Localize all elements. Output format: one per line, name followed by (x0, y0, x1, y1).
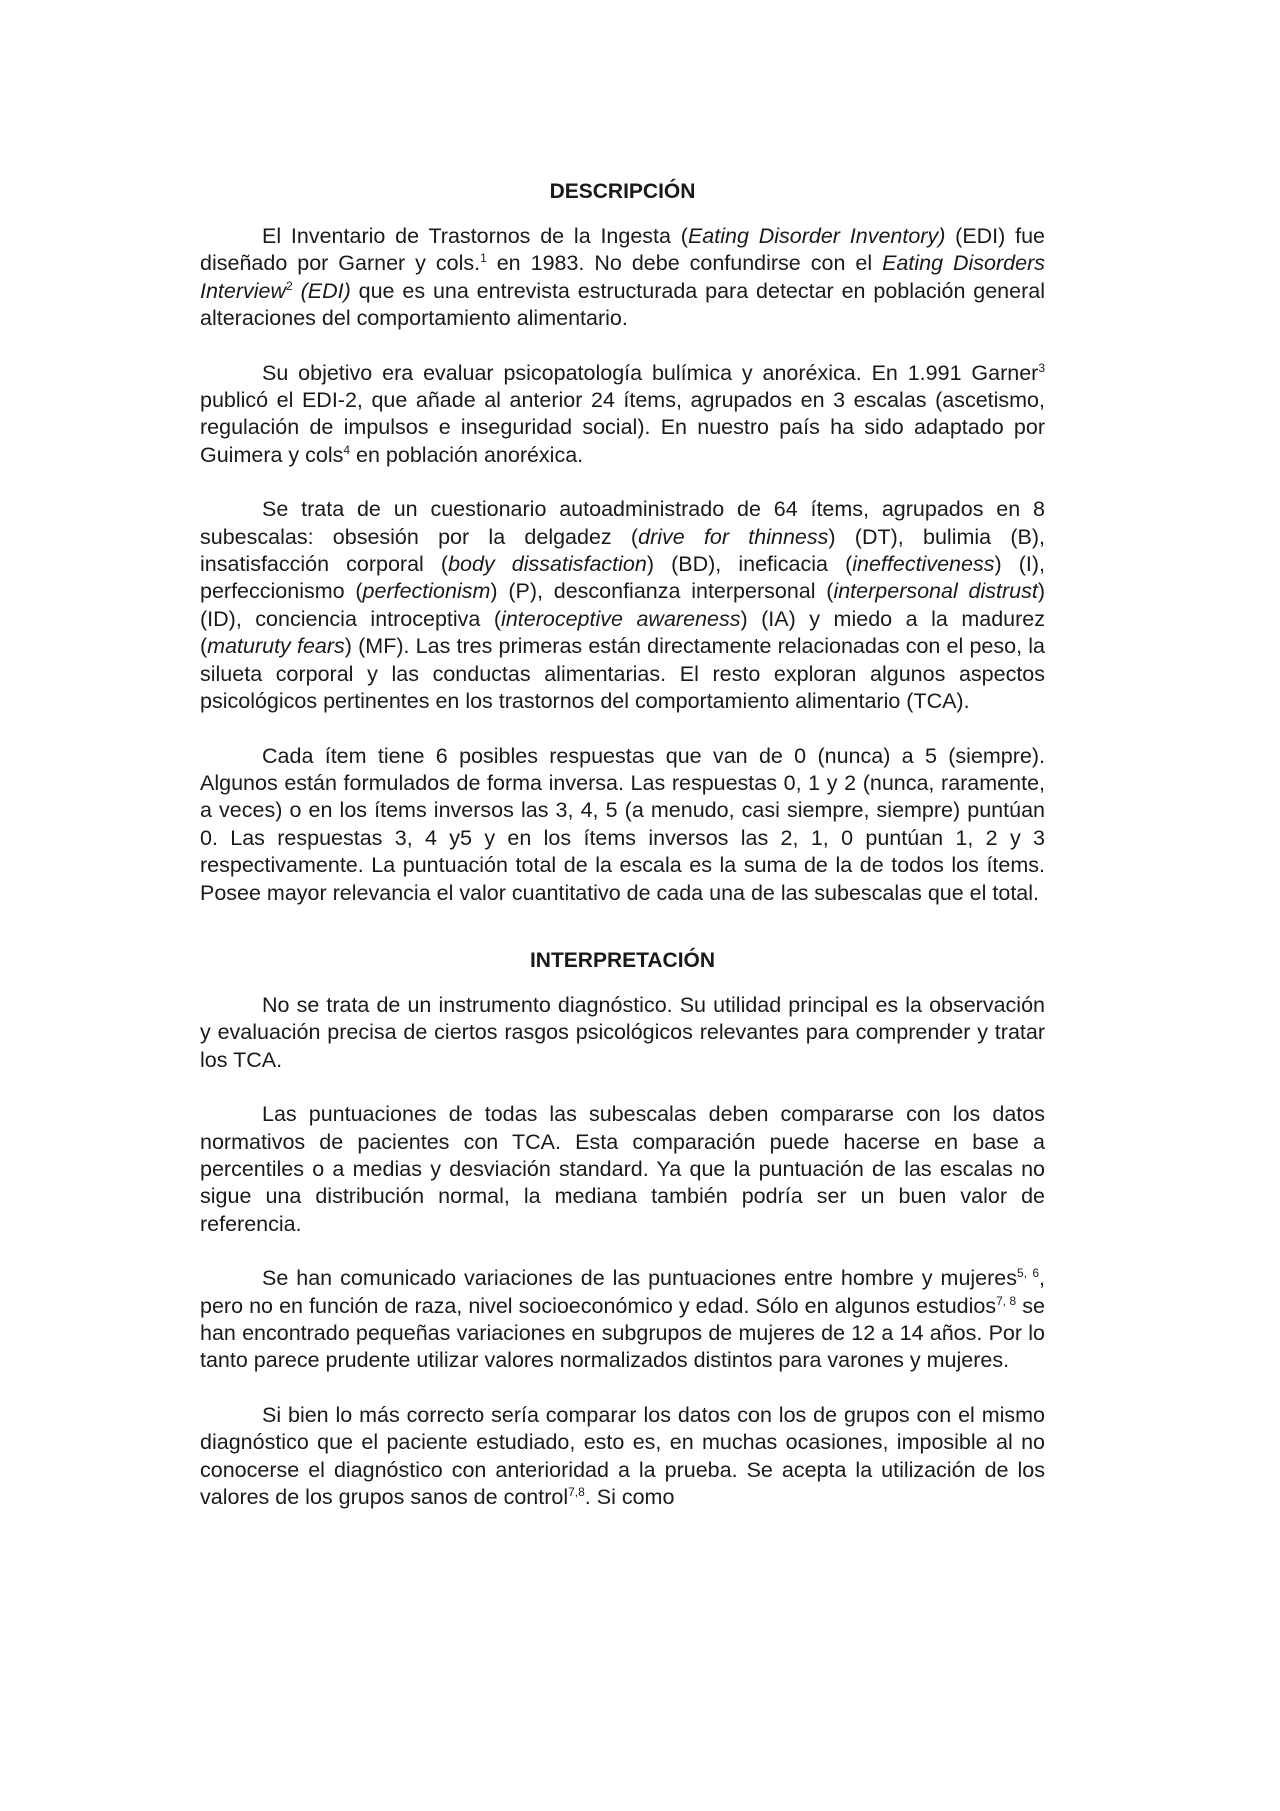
text-run: El Inventario de Trastornos de la Ingesta ( (262, 224, 688, 248)
italic-run: body dissatisfaction (448, 552, 647, 577)
paragraph-interpretacion-2: Las puntuaciones de todas las subescalas deben compararse con los datos normativos de pacientes con TCA. Esta comparación puede hacerse en base a percentiles o a medias y desviación standard. Ya que la puntuación de las escalas no sigue una distribución normal, la mediana también podría ser un buen valor de referencia. (200, 1102, 1045, 1236)
paragraph-descripcion-2 (200, 360, 1045, 470)
footnote-ref: 4 (343, 442, 351, 457)
text-run: ) (BD), ineficacia ( (646, 552, 853, 577)
text-run: Se han comunicado variaciones de las puntuaciones entre hombre y mujeres (262, 1266, 1017, 1291)
footnote-ref: 2 (286, 278, 293, 293)
paragraph-descripcion-1 (200, 223, 1045, 333)
section-heading-descripcion: DESCRIPCIÓN (549, 180, 696, 203)
text-run: , pero no en función de raza, nivel socioeconómico y edad. Sólo en algunos estudios (200, 1266, 1045, 1318)
text-run: ) (ID), conciencia introceptiva ( (200, 579, 1045, 631)
text-run: ) (IA) y miedo a la madurez ( (200, 606, 1045, 659)
document-page (200, 178, 1045, 1511)
text-run: Si bien lo más correcto sería comparar los datos con los de grupos con el mismo diagnóstico que el paciente estudiado, esto es, en muchas ocasiones, imposible al no conocerse el diagnóstico con anterioridad a la prueba. Se acepta la utilización de los valores de los grupos sanos de control (200, 1402, 1045, 1510)
text-run: ) (I), perfeccionismo ( (200, 552, 1045, 604)
italic-run: interoceptive awareness (501, 606, 741, 631)
text-run: publicó el EDI-2, que añade al anterior 24 ítems, agrupados en 3 escalas (ascetismo, regulación de impulsos e inseguridad social). En nuestro país ha sido adaptado por Guimera y cols (200, 388, 1045, 467)
text-run: que es una entrevista estructurada para detectar en población general alteraciones del comportamiento alimentario. (200, 278, 1045, 331)
paragraph-interpretacion-4 (200, 1402, 1045, 1512)
paragraph-interpretacion-1: No se trata de un instrumento diagnóstico. Su utilidad principal es la observación y evaluación precisa de ciertos rasgos psicológicos relevantes para comprender y tratar los TCA. (200, 992, 1045, 1072)
text-run: . Si como (584, 1485, 675, 1510)
paragraph-interpretacion-3 (200, 1265, 1045, 1375)
italic-run: drive for thinness (638, 524, 829, 549)
text-run: ) (P), desconfianza interpersonal ( (490, 579, 834, 604)
footnote-ref: 7, 8 (996, 1293, 1017, 1308)
italic-run: Eating Disorders Interview (200, 251, 1045, 303)
section-heading-interpretacion: INTERPRETACIÓN (529, 948, 716, 972)
footnote-ref: 1 (480, 251, 487, 266)
text-run: ) (DT), bulimia (B), insatisfacción corporal ( (200, 524, 1046, 577)
italic-run: interpersonal distrust (833, 579, 1038, 604)
italic-run: (EDI) (292, 278, 351, 303)
text-run: (EDI) fue diseñado por Garner y cols. (200, 224, 1046, 276)
footnote-ref: 3 (1038, 360, 1045, 375)
text-run: en población anoréxica. (350, 442, 584, 467)
paragraph-descripcion-3 (200, 496, 1045, 715)
text-run: se han encontrado pequeñas variaciones en subgrupos de mujeres de 12 a 14 años. Por lo tanto parece prudente utilizar valores normalizados distintos para varones y mujeres. (200, 1293, 1046, 1373)
footnote-ref: 7,8 (568, 1484, 585, 1499)
italic-run: perfectionism (362, 579, 491, 604)
footnote-ref: 5, 6 (1017, 1266, 1040, 1281)
italic-run: maturuty fears (207, 634, 345, 659)
text-run: Su objetivo era evaluar psicopatología bulímica y anoréxica. En 1.991 Garner (262, 360, 1039, 385)
italic-run: Eating Disorder Inventory) (687, 224, 946, 248)
paragraph-descripcion-4: Cada ítem tiene 6 posibles respuestas que van de 0 (nunca) a 5 (siempre). Algunos están formulados de forma inversa. Las respuestas 0, 1 y 2 (nunca, raramente, a veces) o en los ítems inversos las 3, 4, 5 (a menudo, casi siempre, siempre) puntúan 0. Las respuestas 3, 4 y5 y en los ítems inversos las 2, 1, 0 puntúan 1, 2 y 3 respectivamente. La puntuación total de la escala es la suma de la de todos los ítems. Posee mayor relevancia el valor cuantitativo de cada una de las subescalas que el total. (200, 743, 1045, 905)
text-run: en 1983. No debe confundirse con el (486, 251, 883, 276)
text-run: ) (MF). Las tres primeras están directamente relacionadas con el peso, la silueta corporal y las conductas alimentarias. El resto exploran algunos aspectos psicológicos pertinentes en los trastornos del comportamiento alimentario (TCA). (200, 634, 1045, 714)
italic-run: ineffectiveness (852, 552, 995, 577)
text-run: Se trata de un cuestionario autoadministrado de 64 ítems, agrupados en 8 subescalas: obsesión por la delgadez ( (200, 497, 1045, 549)
